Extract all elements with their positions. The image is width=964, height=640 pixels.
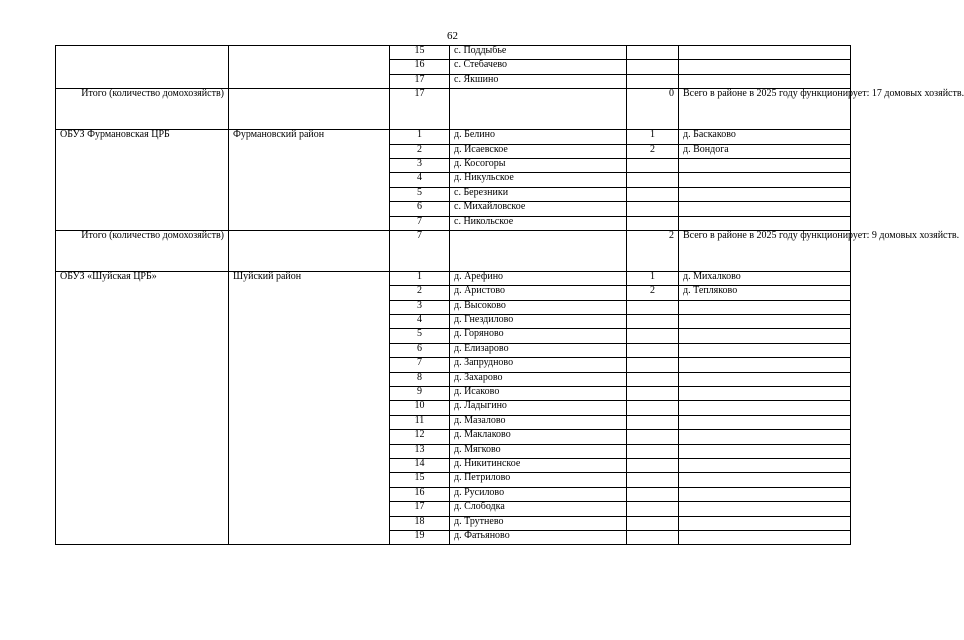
household-village-cell: [679, 329, 851, 343]
household-number-cell: [627, 473, 679, 487]
village-number-cell: 10: [390, 401, 450, 415]
village-number-cell: 1: [390, 130, 450, 144]
village-name-cell: д. Елизарово: [450, 343, 627, 357]
household-village-cell: [679, 343, 851, 357]
village-number-cell: 4: [390, 173, 450, 187]
village-name-cell: д. Высоково: [450, 300, 627, 314]
household-village-cell: [679, 315, 851, 329]
village-number-cell: 11: [390, 415, 450, 429]
household-number-cell: [627, 530, 679, 544]
household-village-cell: [679, 158, 851, 172]
village-number-cell: 3: [390, 300, 450, 314]
village-number-cell: 6: [390, 343, 450, 357]
village-number-cell: 9: [390, 387, 450, 401]
village-name-cell: д. Петрилово: [450, 473, 627, 487]
household-number-cell: [627, 516, 679, 530]
total-note: Всего в районе в 2025 году функционирует: 9 домовых хозяйств.: [679, 230, 851, 271]
village-name-cell: д. Горяново: [450, 329, 627, 343]
total-empty: [229, 230, 390, 271]
household-number-cell: [627, 187, 679, 201]
village-name-cell: д. Белино: [450, 130, 627, 144]
village-name-cell: с. Никольское: [450, 216, 627, 230]
household-village-cell: [679, 387, 851, 401]
village-name-cell: д. Русилово: [450, 487, 627, 501]
household-village-cell: д. Вондога: [679, 144, 851, 158]
table-row: [56, 46, 851, 60]
village-number-cell: 7: [390, 358, 450, 372]
household-number-cell: [627, 358, 679, 372]
household-village-cell: [679, 415, 851, 429]
village-number-cell: 8: [390, 372, 450, 386]
total-row: [56, 89, 851, 130]
village-name-cell: с. Стебачево: [450, 60, 627, 74]
household-village-cell: [679, 444, 851, 458]
household-village-cell: [679, 401, 851, 415]
household-number-cell: 2: [627, 286, 679, 300]
total-villages-count: 17: [390, 89, 450, 130]
village-number-cell: 1: [390, 271, 450, 285]
village-number-cell: 2: [390, 144, 450, 158]
organization-cell: ОБУЗ Фурмановская ЦРБ: [56, 130, 229, 231]
table-row: [56, 130, 851, 144]
village-name-cell: д. Никитинское: [450, 458, 627, 472]
village-name-cell: д. Мазалово: [450, 415, 627, 429]
village-number-cell: 5: [390, 329, 450, 343]
total-row: [56, 230, 851, 271]
household-number-cell: [627, 60, 679, 74]
household-number-cell: [627, 415, 679, 429]
household-village-cell: [679, 487, 851, 501]
organization-cell: ОБУЗ «Шуйская ЦРБ»: [56, 271, 229, 544]
household-village-cell: [679, 473, 851, 487]
village-name-cell: д. Исаково: [450, 387, 627, 401]
household-village-cell: [679, 300, 851, 314]
household-number-cell: [627, 458, 679, 472]
village-name-cell: с. Михайловское: [450, 202, 627, 216]
village-number-cell: 3: [390, 158, 450, 172]
household-number-cell: 1: [627, 130, 679, 144]
total-empty: [450, 89, 627, 130]
village-name-cell: д. Ладыгино: [450, 401, 627, 415]
household-number-cell: [627, 372, 679, 386]
village-number-cell: 4: [390, 315, 450, 329]
village-name-cell: д. Косогоры: [450, 158, 627, 172]
household-number-cell: [627, 343, 679, 357]
district-cell: [229, 46, 390, 89]
village-number-cell: 14: [390, 458, 450, 472]
village-number-cell: 12: [390, 430, 450, 444]
village-number-cell: 16: [390, 487, 450, 501]
village-name-cell: с. Якшино: [450, 74, 627, 88]
household-village-cell: [679, 74, 851, 88]
total-households-count: 0: [627, 89, 679, 130]
household-village-cell: [679, 202, 851, 216]
household-number-cell: [627, 502, 679, 516]
village-name-cell: д. Запрудново: [450, 358, 627, 372]
village-number-cell: 18: [390, 516, 450, 530]
household-village-cell: д. Баскаково: [679, 130, 851, 144]
village-number-cell: 5: [390, 187, 450, 201]
village-name-cell: с. Березники: [450, 187, 627, 201]
household-village-cell: [679, 173, 851, 187]
household-village-cell: [679, 216, 851, 230]
total-note: Всего в районе в 2025 году функционирует: 17 домовых хозяйств.: [679, 89, 851, 130]
household-number-cell: [627, 202, 679, 216]
household-village-cell: [679, 530, 851, 544]
household-number-cell: 1: [627, 271, 679, 285]
village-name-cell: с. Поддыбье: [450, 46, 627, 60]
household-village-cell: [679, 516, 851, 530]
total-label: Итого (количество домохозяйств): [56, 89, 229, 130]
village-name-cell: д. Аристово: [450, 286, 627, 300]
household-number-cell: [627, 444, 679, 458]
total-villages-count: 7: [390, 230, 450, 271]
household-village-cell: [679, 458, 851, 472]
village-name-cell: д. Слободка: [450, 502, 627, 516]
total-empty: [229, 89, 390, 130]
household-village-cell: [679, 372, 851, 386]
household-number-cell: [627, 74, 679, 88]
village-name-cell: д. Трутнево: [450, 516, 627, 530]
village-number-cell: 17: [390, 74, 450, 88]
household-number-cell: [627, 216, 679, 230]
village-name-cell: д. Мягково: [450, 444, 627, 458]
village-name-cell: д. Гнездилово: [450, 315, 627, 329]
household-number-cell: [627, 401, 679, 415]
village-name-cell: д. Исаевское: [450, 144, 627, 158]
village-name-cell: д. Захарово: [450, 372, 627, 386]
village-number-cell: 15: [390, 46, 450, 60]
household-number-cell: [627, 487, 679, 501]
district-cell: Фурмановский район: [229, 130, 390, 231]
village-name-cell: д. Маклаково: [450, 430, 627, 444]
household-village-cell: [679, 358, 851, 372]
household-number-cell: [627, 430, 679, 444]
page-number: 62: [447, 30, 458, 42]
household-table: [55, 45, 964, 545]
village-number-cell: 7: [390, 216, 450, 230]
organization-cell: [56, 46, 229, 89]
total-label: Итого (количество домохозяйств): [56, 230, 229, 271]
village-number-cell: 6: [390, 202, 450, 216]
village-number-cell: 19: [390, 530, 450, 544]
household-number-cell: [627, 300, 679, 314]
total-empty: [450, 230, 627, 271]
household-village-cell: [679, 187, 851, 201]
village-name-cell: д. Фатьяново: [450, 530, 627, 544]
household-number-cell: 2: [627, 144, 679, 158]
household-village-cell: [679, 502, 851, 516]
district-cell: Шуйский район: [229, 271, 390, 544]
household-number-cell: [627, 329, 679, 343]
household-village-cell: [679, 46, 851, 60]
village-number-cell: 15: [390, 473, 450, 487]
total-households-count: 2: [627, 230, 679, 271]
household-village-cell: [679, 430, 851, 444]
household-number-cell: [627, 46, 679, 60]
household-village-cell: [679, 60, 851, 74]
village-number-cell: 17: [390, 502, 450, 516]
household-number-cell: [627, 315, 679, 329]
household-village-cell: д. Тепляково: [679, 286, 851, 300]
household-number-cell: [627, 387, 679, 401]
household-village-cell: д. Михалково: [679, 271, 851, 285]
village-name-cell: д. Арефино: [450, 271, 627, 285]
village-number-cell: 13: [390, 444, 450, 458]
table-row: [56, 271, 851, 285]
village-number-cell: 2: [390, 286, 450, 300]
village-number-cell: 16: [390, 60, 450, 74]
household-number-cell: [627, 158, 679, 172]
village-name-cell: д. Никульское: [450, 173, 627, 187]
household-number-cell: [627, 173, 679, 187]
